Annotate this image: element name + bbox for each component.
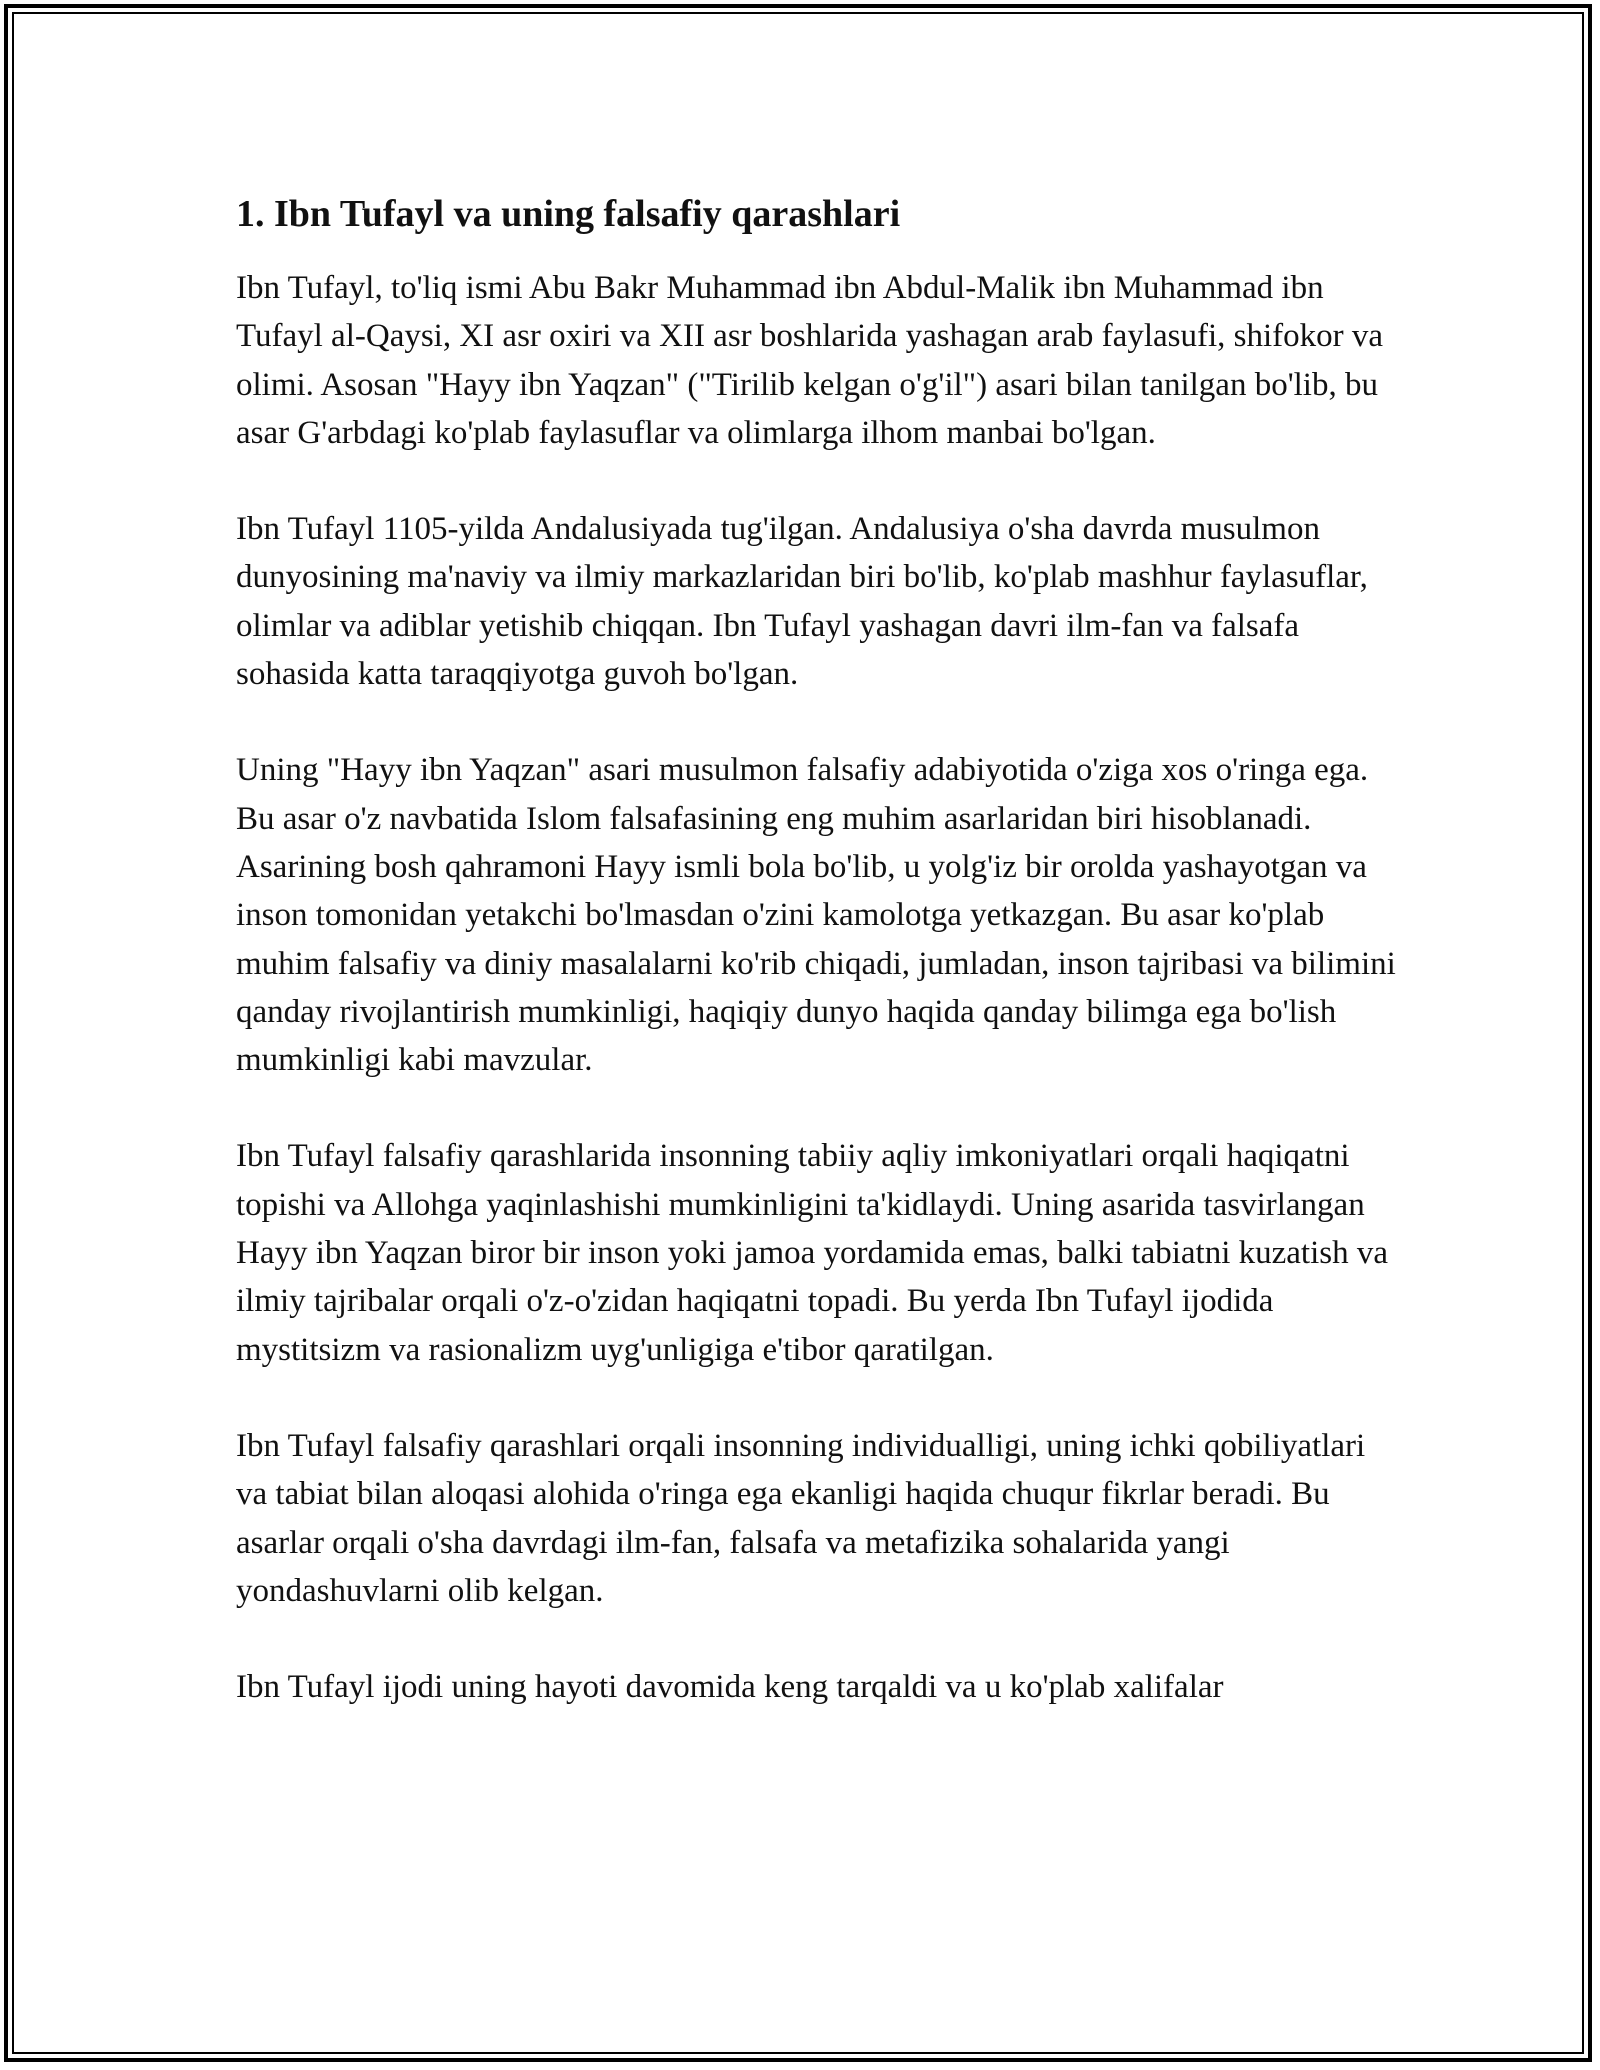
paragraph-3: Uning "Hayy ibn Yaqzan" asari musulmon falsafiy adabiyotida o'ziga xos o'ringa ega. Bu asar o'z navbatida Islom falsafasining eng muhim asarlaridan biri hisoblanadi. Asarining bosh qahramoni Hayy ismli bola bo'lib, u yolg'iz bir orolda yashayotgan va inson tomonidan yetakchi bo'lmasdan o'zini kamolotga yetkazgan. Bu asar ko'plab muhim falsafiy va diniy masalalarni ko'rib chiqadi, jumladan, inson tajribasi va bilimini qanday rivojlantirish mumkinligi, haqiqiy dunyo haqida qanday bilimga ega bo'lish mumkinligi kabi mavzular. xyxy=(236,752,1396,1079)
paragraph-5: Ibn Tufayl falsafiy qarashlari orqali insonning individualligi, uning ichki qobiliyatlari va tabiat bilan aloqasi alohida o'ringa ega ekanligi haqida chuqur fikrlar beradi. Bu asarlar orqali o'sha davrdagi ilm-fan, falsafa va metafizika sohalarida yangi yondashuvlarni olib kelgan. xyxy=(236,1427,1366,1609)
paragraph-4: Ibn Tufayl falsafiy qarashlarida insonning tabiiy aqliy imkoniyatlari orqali haqiqatni topishi va Allohga yaqinlashishi mumkinligini ta'kidlaydi. Uning asarida tasvirlangan Hayy ibn Yaqzan biror bir inson yoki jamoa yordamida emas, balki tabiatni kuzatish va ilmiy tajribalar orqali o'z-o'zidan haqiqatni topadi. Bu yerda Ibn Tufayl ijodida mystitsizm va rasionalizm uyg'unligiga e'tibor qaratilgan. xyxy=(236,1138,1389,1368)
document-body xyxy=(236,186,1396,1759)
paragraph-6: Ibn Tufayl ijodi uning hayoti davomida keng tarqaldi va u ko'plab xalifalar xyxy=(236,1669,1224,1706)
paragraph-2: Ibn Tufayl 1105-yilda Andalusiyada tug'ilgan. Andalusiya o'sha davrda musulmon dunyosining ma'naviy va ilmiy markazlaridan biri bo'lib, ko'plab mashhur faylasuflar, olimlar va adiblar yetishib chiqqan. Ibn Tufayl yashagan davri ilm-fan va falsafa sohasida katta taraqqiyotga guvoh bo'lgan. xyxy=(236,511,1368,693)
paragraph-1: Ibn Tufayl, to'liq ismi Abu Bakr Muhammad ibn Abdul-Malik ibn Muhammad ibn Tufayl al-Qaysi, XI asr oxiri va XII asr boshlarida yashagan arab faylasufi, shifokor va olimi. Asosan "Hayy ibn Yaqzan" ("Tirilib kelgan o'g'il") asari bilan tanilgan bo'lib, bu asar G'arbdagi ko'plab faylasuflar va olimlarga ilhom manbai bo'lgan. xyxy=(236,270,1384,451)
section-heading: 1. Ibn Tufayl va uning falsafiy qarashlari xyxy=(236,193,901,235)
